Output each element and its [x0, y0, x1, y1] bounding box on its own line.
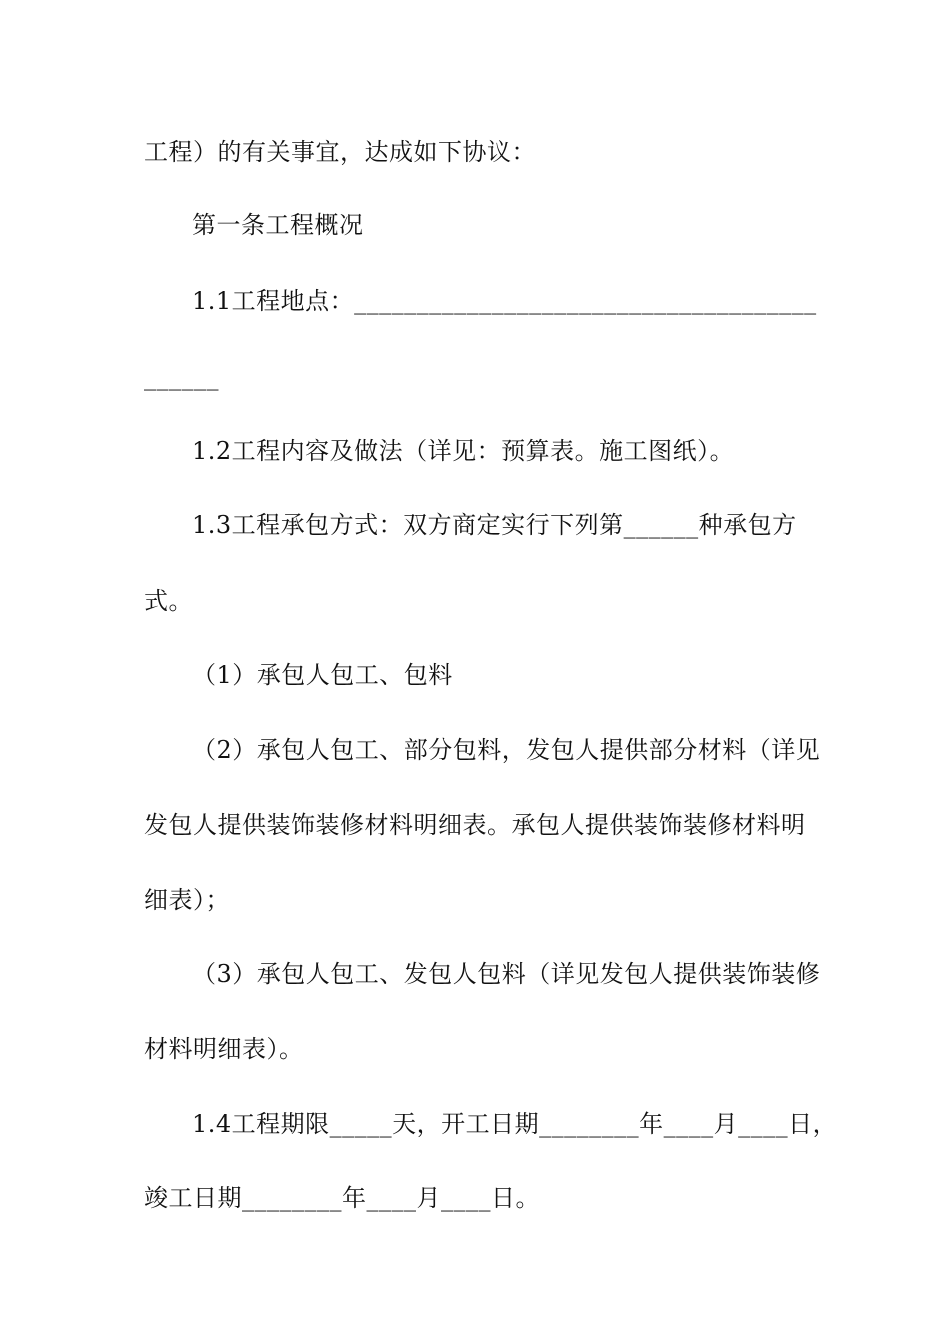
- clause-1-4-duration: 1.4工程期限_____天，开工日期________年____月____日，: [192, 1110, 838, 1138]
- option-2-end: 细表）；: [144, 886, 230, 914]
- option-3: （3）承包人包工、发包人包料（详见发包人提供装饰装修: [192, 960, 821, 988]
- clause-1-1-location: 1.1工程地点：_____________________________________: [192, 287, 817, 315]
- paragraph-line-agreement-intro: 工程）的有关事宜，达成如下协议：: [144, 138, 536, 166]
- clause-1-1-location-continued: ______: [144, 363, 219, 391]
- clause-1-2-content: 1.2工程内容及做法（详见：预算表。施工图纸）。: [192, 437, 735, 465]
- option-3-continued: 材料明细表）。: [144, 1035, 304, 1063]
- clause-1-3-contract-method: 1.3工程承包方式：双方商定实行下列第______种承包方: [192, 511, 797, 539]
- clause-1-3-contract-method-continued: 式。: [144, 587, 193, 615]
- clause-1-4-completion-date: 竣工日期________年____月____日。: [144, 1184, 540, 1212]
- section-heading-article-one: 第一条工程概况: [192, 211, 364, 239]
- option-2: （2）承包人包工、部分包料，发包人提供部分材料（详见: [192, 736, 821, 764]
- option-2-continued: 发包人提供装饰装修材料明细表。承包人提供装饰装修材料明: [144, 811, 806, 839]
- option-1: （1）承包人包工、包料: [192, 661, 453, 689]
